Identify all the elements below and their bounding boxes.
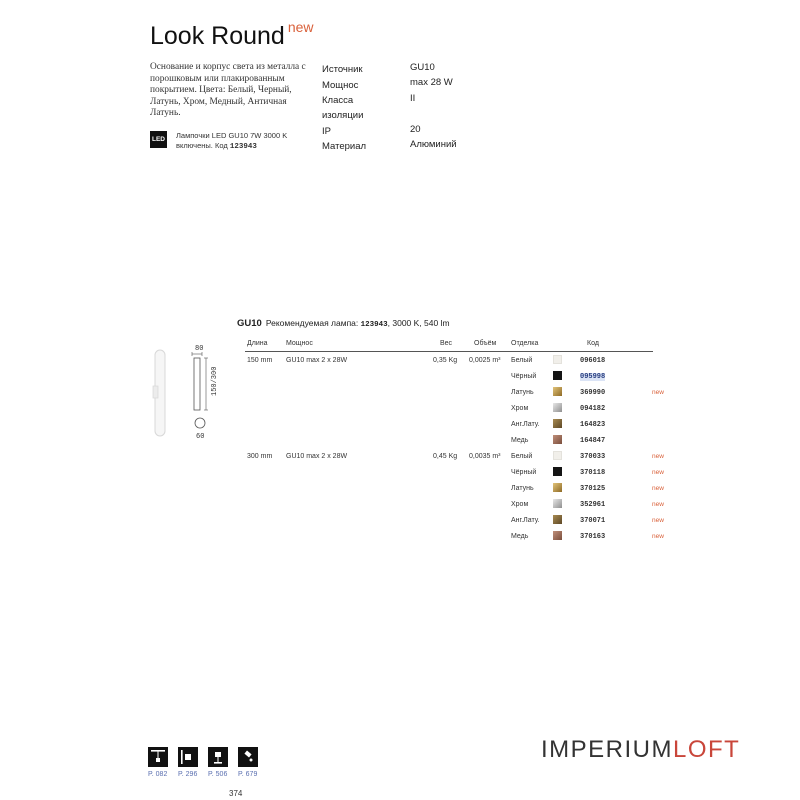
group-length: 300 mm (247, 453, 273, 460)
outline-drawing (194, 358, 200, 410)
spec-value-material: Алюминий (410, 139, 457, 150)
col-length: Длина (247, 340, 268, 347)
spot-lamp-icon[interactable] (238, 747, 258, 767)
finish-label: Хром (511, 501, 529, 508)
table-lamp-icon[interactable] (208, 747, 228, 767)
spec-label-class: Класса (322, 95, 354, 106)
product-code[interactable]: 094182 (580, 405, 606, 413)
spec-label-ip: IP (322, 126, 331, 137)
product-code[interactable]: 369990 (580, 389, 606, 397)
group-volume: 0,0025 m³ (469, 357, 501, 364)
product-code[interactable]: 352961 (580, 501, 606, 509)
new-badge: new (652, 501, 664, 508)
finish-label: Чёрный (511, 469, 537, 476)
col-finish: Отделка (511, 340, 539, 347)
finish-swatch-copper (553, 531, 562, 540)
col-code: Код (587, 340, 599, 347)
spec-value-ip: 20 (410, 124, 421, 135)
group-length: 150 mm (247, 357, 273, 364)
product-code[interactable]: 370118 (580, 469, 606, 477)
product-code[interactable]: 096018 (580, 357, 606, 365)
product-drawing (148, 340, 228, 445)
col-power: Мощнос (286, 340, 313, 347)
product-code[interactable]: 164823 (580, 421, 606, 429)
table-divider (245, 351, 653, 352)
wall-lamp-icon[interactable] (178, 747, 198, 767)
product-description: Основание и корпус света из металла с порошковым или плакированным покрытием. Цвета: Белый, Черный, Латунь, Хром, Медный, Античная Латунь. (150, 62, 306, 118)
spec-value-source: GU10 (410, 62, 435, 73)
title-new-badge: new (287, 19, 314, 35)
finish-swatch-white (553, 451, 562, 460)
finish-swatch-black (553, 467, 562, 476)
table-socket: GU10 (237, 318, 262, 329)
led-icon: LED (150, 131, 167, 148)
led-note: Лампочки LED GU10 7W 3000 K включены. Код 123943 (176, 131, 288, 151)
page-ref-link[interactable]: P. 082 (148, 771, 168, 778)
col-volume: Объём (474, 340, 497, 347)
product-code[interactable]: 370071 (580, 517, 606, 525)
diameter-circle (195, 418, 205, 428)
new-badge: new (652, 389, 664, 396)
finish-label: Белый (511, 357, 533, 364)
finish-label: Анг.Лату. (511, 421, 540, 428)
col-weight: Вес (440, 340, 453, 347)
product-code[interactable]: 164847 (580, 437, 606, 445)
group-volume: 0,0035 m³ (469, 453, 501, 460)
led-note-code: 123943 (229, 143, 257, 151)
finish-swatch-antique-brass (553, 515, 562, 524)
page-ref-link[interactable]: P. 679 (238, 771, 258, 778)
spec-label-source: Источник (322, 64, 363, 75)
product-title: Look Round $^{new}$ (150, 19, 314, 50)
new-badge: new (652, 469, 664, 476)
finish-label: Медь (511, 533, 529, 540)
dimension-diameter: 60 (196, 433, 205, 441)
spec-label-material: Материал (322, 141, 367, 152)
group-weight: 0,45 Kg (433, 453, 458, 460)
finish-swatch-chrome (553, 403, 562, 412)
page-ref-link[interactable]: P. 506 (208, 771, 228, 778)
product-code[interactable]: 370125 (580, 485, 606, 493)
finish-swatch-brass (553, 387, 562, 396)
new-badge: new (652, 517, 664, 524)
spec-label-insulation: изоляции (322, 110, 364, 121)
group-weight: 0,35 Kg (433, 357, 458, 364)
finish-swatch-brass (553, 483, 562, 492)
finish-swatch-antique-brass (553, 419, 562, 428)
recommended-lamp-code: 123943 (360, 321, 388, 329)
product-code[interactable]: 370163 (580, 533, 606, 541)
finish-swatch-chrome (553, 499, 562, 508)
finish-label: Чёрный (511, 373, 537, 380)
finish-swatch-black (553, 371, 562, 380)
lamp-mount (153, 386, 158, 398)
new-badge: new (652, 533, 664, 540)
group-power: GU10 max 2 x 28W (286, 357, 348, 364)
spec-value-class: II (410, 93, 416, 104)
brand-logo: IMPERIUMLOFT (541, 736, 741, 763)
spec-value-power: max 28 W (410, 77, 453, 88)
finish-label: Латунь (511, 485, 534, 492)
dimension-width: 80 (195, 345, 204, 353)
product-code[interactable]: 370033 (580, 453, 606, 461)
new-badge: new (652, 453, 664, 460)
finish-swatch-copper (553, 435, 562, 444)
product-code-selected[interactable]: 095998 (580, 373, 606, 381)
page-ref-link[interactable]: P. 296 (178, 771, 198, 778)
new-badge: new (652, 485, 664, 492)
ceiling-lamp-icon[interactable] (148, 747, 168, 767)
group-power: GU10 max 2 x 28W (286, 453, 348, 460)
finish-label: Медь (511, 437, 529, 444)
page-number: 374 (229, 789, 243, 798)
finish-swatch-white (553, 355, 562, 364)
dimension-height: 150/300 (211, 366, 219, 396)
finish-label: Латунь (511, 389, 534, 396)
finish-label: Белый (511, 453, 533, 460)
finish-label: Анг.Лату. (511, 517, 540, 524)
spec-label-power: Мощнос (322, 80, 359, 91)
table-heading: GU10 Рекомендуемая лампа: 123943, 3000 K, 540 lm (237, 318, 450, 329)
finish-label: Хром (511, 405, 529, 412)
